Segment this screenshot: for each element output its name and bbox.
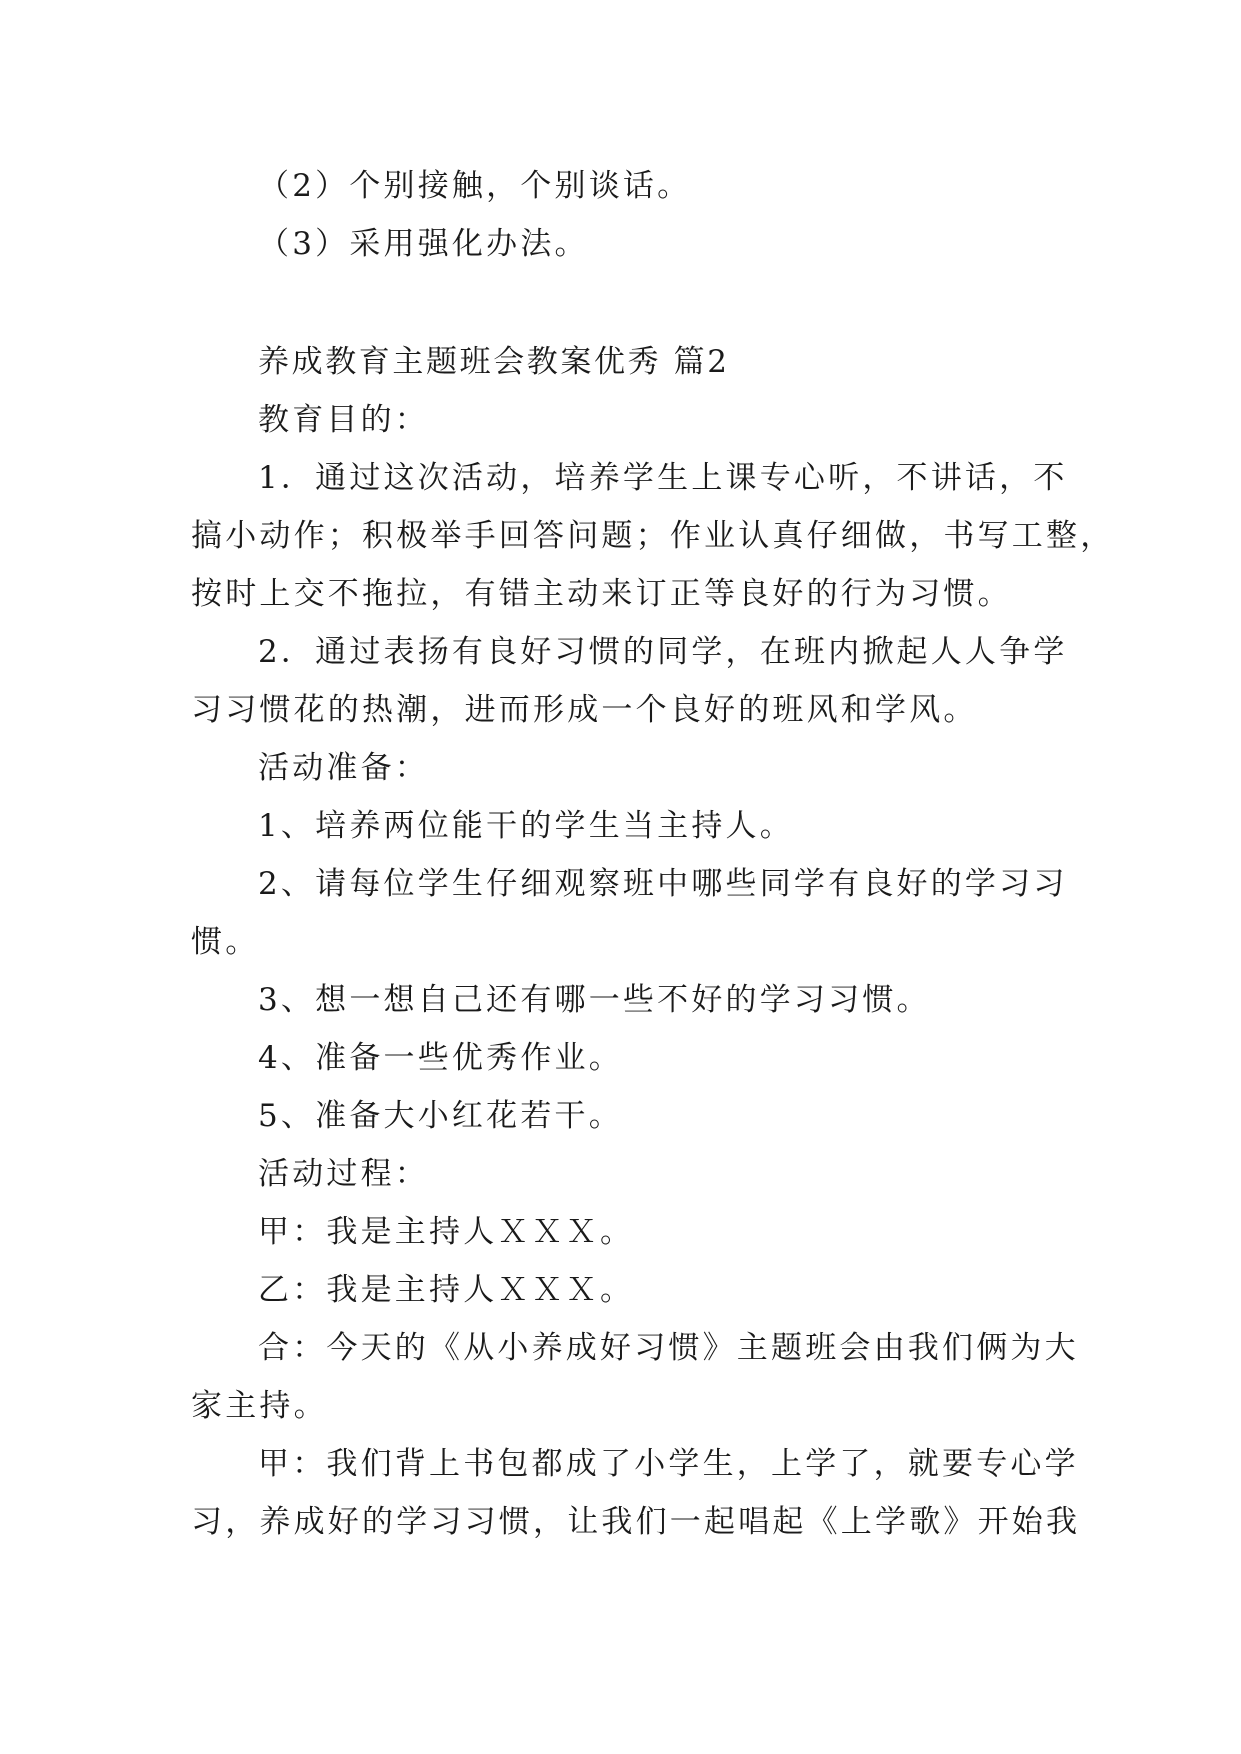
paragraph-line: 按时上交不拖拉，有错主动来订正等良好的行为习惯。 xyxy=(191,576,1012,612)
heading-activity-preparation: 活动准备： xyxy=(258,750,429,786)
dialogue-line: 乙：我是主持人ＸＸＸ。 xyxy=(258,1272,635,1308)
paragraph-line: 搞小动作；积极举手回答问题；作业认真仔细做，书写工整， xyxy=(191,518,1115,554)
list-item-continuation: 惯。 xyxy=(191,924,260,960)
heading-activity-process: 活动过程： xyxy=(258,1156,429,1192)
list-item: 2、请每位学生仔细观察班中哪些同学有良好的学习习 xyxy=(258,866,1068,902)
heading-education-goal: 教育目的： xyxy=(258,402,429,438)
paragraph-line: 习习惯花的热潮，进而形成一个良好的班风和学风。 xyxy=(191,692,978,728)
list-item: 4、准备一些优秀作业。 xyxy=(258,1040,623,1076)
section-title: 养成教育主题班会教案优秀 篇2 xyxy=(258,344,730,380)
list-item: 1、培养两位能干的学生当主持人。 xyxy=(258,808,794,844)
list-item-3: （3）采用强化办法。 xyxy=(258,226,589,262)
list-item: 5、准备大小红花若干。 xyxy=(258,1098,623,1134)
dialogue-line-continuation: 习，养成好的学习习惯，让我们一起唱起《上学歌》开始我 xyxy=(191,1504,1081,1540)
dialogue-line: 合：今天的《从小养成好习惯》主题班会由我们俩为大 xyxy=(258,1330,1079,1366)
list-item-2: （2）个别接触，个别谈话。 xyxy=(258,168,692,204)
paragraph-line: 1．通过这次活动，培养学生上课专心听，不讲话，不 xyxy=(258,460,1068,496)
dialogue-line: 甲：我是主持人ＸＸＸ。 xyxy=(258,1214,635,1250)
dialogue-line-continuation: 家主持。 xyxy=(191,1388,328,1424)
dialogue-line: 甲：我们背上书包都成了小学生，上学了，就要专心学 xyxy=(258,1446,1079,1482)
list-item: 3、想一想自己还有哪一些不好的学习习惯。 xyxy=(258,982,931,1018)
paragraph-line: 2．通过表扬有良好习惯的同学，在班内掀起人人争学 xyxy=(258,634,1068,670)
